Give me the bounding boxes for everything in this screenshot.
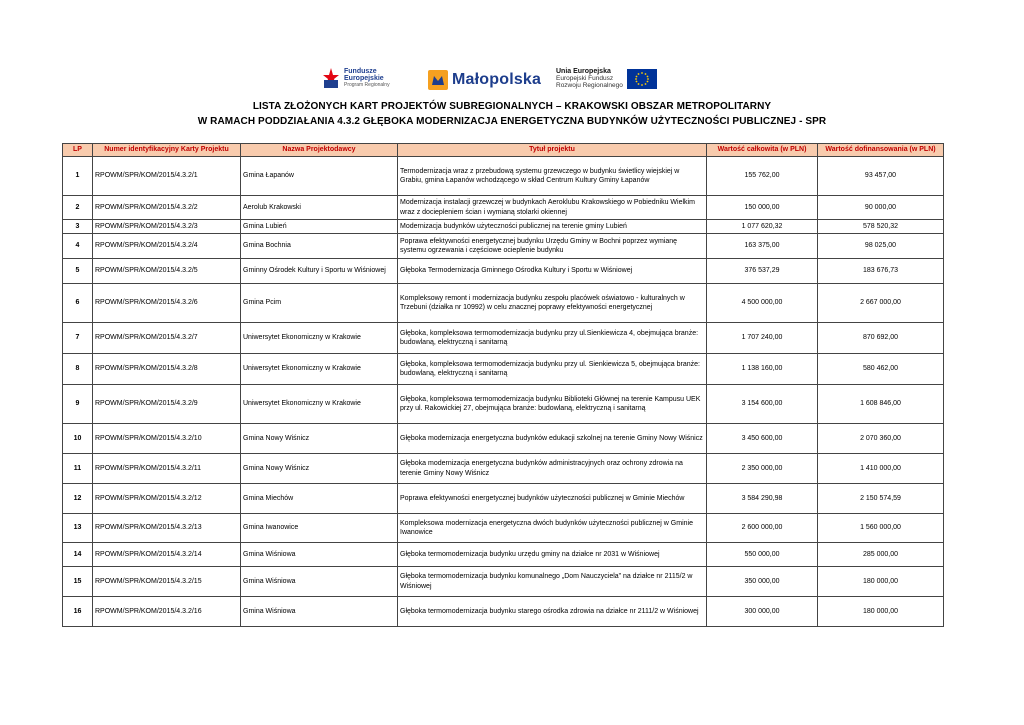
total-value-cell: 155 762,00 (707, 157, 818, 196)
project-number-cell: RPOWM/SPR/KOM/2015/4.3.2/3 (93, 220, 241, 234)
project-number-cell: RPOWM/SPR/KOM/2015/4.3.2/14 (93, 543, 241, 567)
funding-value-cell: 1 608 846,00 (818, 385, 944, 424)
table-row (63, 234, 944, 259)
project-title-cell: Głęboka, kompleksowa termomodernizacja budynku przy ul. Sienkiewicza 5, obejmująca branże: budowlaną, elektryczną i sanitarną (398, 354, 707, 385)
project-number-cell: RPOWM/SPR/KOM/2015/4.3.2/2 (93, 196, 241, 220)
project-number-cell: RPOWM/SPR/KOM/2015/4.3.2/16 (93, 597, 241, 627)
malopolska-name: Małopolska (452, 71, 542, 88)
project-title-cell: Głęboka termomodernizacja budynku urzędu gminy na działce nr 2031 w Wiśniowej (398, 543, 707, 567)
funding-value-cell: 2 667 000,00 (818, 284, 944, 323)
lp-cell: 3 (63, 220, 93, 234)
fundusze-line3: Program Regionalny (344, 81, 390, 88)
fundusze-star-icon (322, 66, 340, 90)
project-title-cell: Głęboka termomodernizacja budynku starego ośrodka zdrowia na działce nr 2111/2 w Wiśniowej (398, 597, 707, 627)
project-title-cell: Poprawa efektywności energetycznej budynków użyteczności publicznej w Gminie Miechów (398, 484, 707, 514)
applicant-name-cell: Uniwersytet Ekonomiczny w Krakowie (241, 354, 398, 385)
project-number-cell: RPOWM/SPR/KOM/2015/4.3.2/12 (93, 484, 241, 514)
total-value-cell: 300 000,00 (707, 597, 818, 627)
funding-value-cell: 578 520,32 (818, 220, 944, 234)
applicant-name-cell: Gmina Nowy Wiśnicz (241, 454, 398, 484)
table-row (63, 354, 944, 385)
lp-cell: 13 (63, 514, 93, 543)
lp-cell: 9 (63, 385, 93, 424)
project-title-cell: Poprawa efektywności energetycznej budynku Urzędu Gminy w Bochni poprzez wymianę systemu ogrzewania i częściowe ocieplenie budynku (398, 234, 707, 259)
fundusze-europejskie-logo (322, 66, 390, 90)
malopolska-emblem-icon (428, 70, 448, 90)
lp-cell: 5 (63, 259, 93, 284)
table-row (63, 385, 944, 424)
project-title-cell: Głęboka Termodernizacja Gminnego Ośrodka Kultury i Sportu w Wiśniowej (398, 259, 707, 284)
table-row (63, 484, 944, 514)
table-row (63, 157, 944, 196)
funding-value-cell: 93 457,00 (818, 157, 944, 196)
lp-cell: 6 (63, 284, 93, 323)
funding-value-cell: 98 025,00 (818, 234, 944, 259)
project-number-cell: RPOWM/SPR/KOM/2015/4.3.2/7 (93, 323, 241, 354)
project-number-cell: RPOWM/SPR/KOM/2015/4.3.2/9 (93, 385, 241, 424)
header-lp: LP (63, 144, 93, 157)
header-nazwa: Nazwa Projektodawcy (241, 144, 398, 157)
total-value-cell: 2 600 000,00 (707, 514, 818, 543)
lp-cell: 4 (63, 234, 93, 259)
applicant-name-cell: Gmina Iwanowice (241, 514, 398, 543)
project-number-cell: RPOWM/SPR/KOM/2015/4.3.2/4 (93, 234, 241, 259)
logos-bar (0, 66, 1024, 96)
applicant-name-cell: Uniwersytet Ekonomiczny w Krakowie (241, 385, 398, 424)
table-row (63, 597, 944, 627)
table-header-row (63, 144, 944, 157)
total-value-cell: 150 000,00 (707, 196, 818, 220)
applicant-name-cell: Gmina Miechów (241, 484, 398, 514)
table-row (63, 220, 944, 234)
funding-value-cell: 2 150 574,59 (818, 484, 944, 514)
project-title-cell: Głęboka modernizacja energetyczna budynków edukacji szkolnej na terenie Gminy Nowy Wiśnicz (398, 424, 707, 454)
funding-value-cell: 1 410 000,00 (818, 454, 944, 484)
project-number-cell: RPOWM/SPR/KOM/2015/4.3.2/5 (93, 259, 241, 284)
unia-line1: Unia Europejska (556, 68, 611, 75)
applicant-name-cell: Gminny Ośrodek Kultury i Sportu w Wiśniowej (241, 259, 398, 284)
total-value-cell: 3 450 600,00 (707, 424, 818, 454)
project-number-cell: RPOWM/SPR/KOM/2015/4.3.2/8 (93, 354, 241, 385)
lp-cell: 10 (63, 424, 93, 454)
lp-cell: 2 (63, 196, 93, 220)
table-row (63, 424, 944, 454)
lp-cell: 7 (63, 323, 93, 354)
table-row (63, 259, 944, 284)
table-row (63, 284, 944, 323)
project-title-cell: Termodernizacja wraz z przebudową systemu grzewczego w budynku świetlicy wiejskiej w Grabiu, gmina Łapanów wchodzącego w skład Centrum Kultury Gminy Łapanów (398, 157, 707, 196)
header-numer: Numer identyfikacyjny Karty Projektu (93, 144, 241, 157)
lp-cell: 12 (63, 484, 93, 514)
project-number-cell: RPOWM/SPR/KOM/2015/4.3.2/6 (93, 284, 241, 323)
total-value-cell: 1 138 160,00 (707, 354, 818, 385)
funding-value-cell: 183 676,73 (818, 259, 944, 284)
applicant-name-cell: Aerolub Krakowski (241, 196, 398, 220)
applicant-name-cell: Gmina Lubień (241, 220, 398, 234)
funding-value-cell: 180 000,00 (818, 567, 944, 597)
lp-cell: 1 (63, 157, 93, 196)
header-wartosc-dofinansowania: Wartość dofinansowania (w PLN) (818, 144, 944, 157)
total-value-cell: 2 350 000,00 (707, 454, 818, 484)
unia-line3: Rozwoju Regionalnego (556, 82, 623, 89)
total-value-cell: 4 500 000,00 (707, 284, 818, 323)
funding-value-cell: 90 000,00 (818, 196, 944, 220)
applicant-name-cell: Gmina Wiśniowa (241, 597, 398, 627)
applicant-name-cell: Gmina Bochnia (241, 234, 398, 259)
table-row (63, 567, 944, 597)
lp-cell: 8 (63, 354, 93, 385)
total-value-cell: 3 584 290,98 (707, 484, 818, 514)
funding-value-cell: 2 070 360,00 (818, 424, 944, 454)
malopolska-logo (428, 70, 541, 90)
funding-value-cell: 180 000,00 (818, 597, 944, 627)
project-title-cell: Głęboka, kompleksowa termomodernizacja budynku przy ul.Sienkiewicza 4, obejmująca branże: budowlaną, elektryczną i sanitarną (398, 323, 707, 354)
table-row (63, 514, 944, 543)
project-title-cell: Kompleksowa modernizacja energetyczna dwóch budynków użyteczności publicznej w Gminie Iwanowice (398, 514, 707, 543)
table-row (63, 454, 944, 484)
funding-value-cell: 1 560 000,00 (818, 514, 944, 543)
project-title-cell: Głęboka, kompleksowa termomodernizacja budynku Biblioteki Głównej na terenie Kampusu UEK przy ul. Rakowickiej 27, obejmująca branże: budowlaną, elektryczną i sanitarną (398, 385, 707, 424)
fundusze-line2: Europejskie (344, 74, 384, 82)
project-title-cell: Głęboka termomodernizacja budynku komunalnego „Dom Nauczyciela” na działce nr 2115/2 w Wiśniowej (398, 567, 707, 597)
applicant-name-cell: Gmina Nowy Wiśnicz (241, 424, 398, 454)
applicant-name-cell: Gmina Wiśniowa (241, 567, 398, 597)
funding-value-cell: 870 692,00 (818, 323, 944, 354)
project-number-cell: RPOWM/SPR/KOM/2015/4.3.2/15 (93, 567, 241, 597)
project-number-cell: RPOWM/SPR/KOM/2015/4.3.2/1 (93, 157, 241, 196)
table-row (63, 323, 944, 354)
total-value-cell: 350 000,00 (707, 567, 818, 597)
project-number-cell: RPOWM/SPR/KOM/2015/4.3.2/11 (93, 454, 241, 484)
project-number-cell: RPOWM/SPR/KOM/2015/4.3.2/13 (93, 514, 241, 543)
total-value-cell: 1 707 240,00 (707, 323, 818, 354)
projects-table (62, 143, 944, 627)
total-value-cell: 550 000,00 (707, 543, 818, 567)
applicant-name-cell: Gmina Wiśniowa (241, 543, 398, 567)
total-value-cell: 376 537,29 (707, 259, 818, 284)
document-title-line1: LISTA ZŁOŻONYCH KART PROJEKTÓW SUBREGIONALNYCH – KRAKOWSKI OBSZAR METROPOLITARNY (252, 101, 772, 112)
funding-value-cell: 285 000,00 (818, 543, 944, 567)
lp-cell: 15 (63, 567, 93, 597)
applicant-name-cell: Gmina Łapanów (241, 157, 398, 196)
header-tytul: Tytuł projektu (398, 144, 707, 157)
lp-cell: 11 (63, 454, 93, 484)
unia-europejska-logo (556, 68, 657, 89)
project-title-cell: Modernizacja budynków użyteczności publicznej na terenie gminy Lubień (398, 220, 707, 234)
funding-value-cell: 580 462,00 (818, 354, 944, 385)
project-title-cell: Kompleksowy remont i modernizacja budynku zespołu placówek oświatowo - kulturalnych w Trzebuni (działka nr 10992) w celu znacznej poprawy efektywności energetycznej (398, 284, 707, 323)
applicant-name-cell: Uniwersytet Ekonomiczny w Krakowie (241, 323, 398, 354)
total-value-cell: 3 154 600,00 (707, 385, 818, 424)
eu-flag-icon (627, 69, 657, 89)
applicant-name-cell: Gmina Pcim (241, 284, 398, 323)
table-row (63, 543, 944, 567)
fundusze-line1: Fundusze (344, 67, 377, 75)
unia-line2: Europejski Fundusz (556, 75, 614, 82)
total-value-cell: 1 077 620,32 (707, 220, 818, 234)
project-title-cell: Głęboka modernizacja energetyczna budynków administracyjnych oraz ochrony zdrowia na terenie Gminy Nowy Wiśnicz (398, 454, 707, 484)
lp-cell: 16 (63, 597, 93, 627)
project-title-cell: Modernizacja instalacji grzewczej w budynkach Aeroklubu Krakowskiego w Pobiedniku Wielkim wraz z dociepleniem ścian i wymianą stolarki okiennej (398, 196, 707, 220)
total-value-cell: 163 375,00 (707, 234, 818, 259)
project-number-cell: RPOWM/SPR/KOM/2015/4.3.2/10 (93, 424, 241, 454)
table-row (63, 196, 944, 220)
header-wartosc-calkowita: Wartość całkowita (w PLN) (707, 144, 818, 157)
lp-cell: 14 (63, 543, 93, 567)
document-title-line2: W RAMACH PODDZIAŁANIA 4.3.2 GŁĘBOKA MODERNIZACJA ENERGETYCZNA BUDYNKÓW UŻYTECZNOŚCI PUBLICZNEJ - SPR (197, 116, 827, 127)
